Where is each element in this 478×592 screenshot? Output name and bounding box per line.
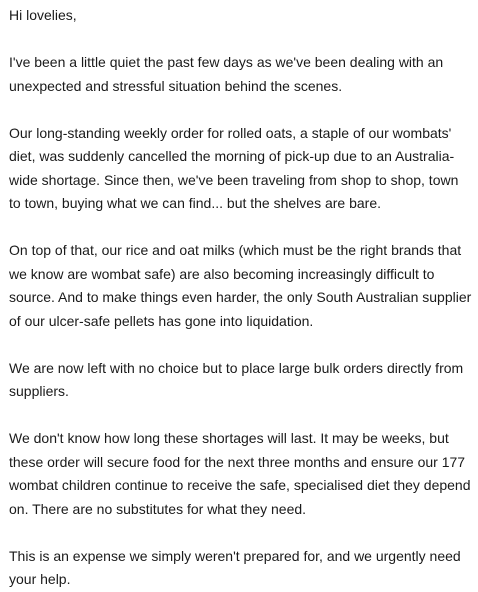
paragraph-milks-pellets: On top of that, our rice and oat milks (which must be the right brands that we know are wombat safe) are also becoming increasingly difficult to source. And to make things even harder, the only South Australian supplier of our ulcer-safe pellets has gone into liquidation. <box>9 242 472 329</box>
paragraph-appeal: This is an expense we simply weren't prepared for, and we urgently need your help. <box>9 547 461 587</box>
paragraph-oats-shortage: Our long-standing weekly order for rolled oats, a staple of our wombats' diet, was suddenly cancelled the morning of pick-up due to an Australia-wide shortage. Since then, we've been traveling from shop to shop, town to town, buying what we can find... but the shelves are bare. <box>9 124 459 211</box>
paragraph-bulk-orders: We are now left with no choice but to place large bulk orders directly from suppliers. <box>9 359 464 399</box>
greeting: Hi lovelies, <box>9 7 77 23</box>
letter-body <box>0 4 478 592</box>
paragraph-three-months: We don't know how long these shortages will last. It may be weeks, but these order will secure food for the next three months and ensure our 177 wombat children continue to receive the safe, specialised diet they depend on. There are no substitutes for what they need. <box>9 430 471 517</box>
paragraph-quiet: I've been a little quiet the past few days as we've been dealing with an unexpected and stressful situation behind the scenes. <box>9 54 444 94</box>
